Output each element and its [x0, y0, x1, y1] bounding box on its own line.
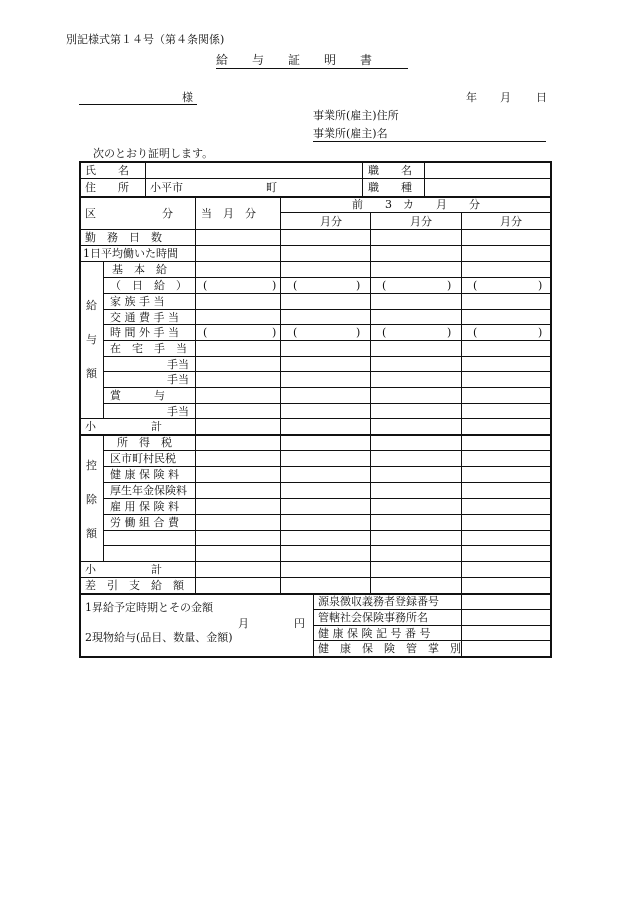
intro-text: 次のとおり証明します。 — [93, 147, 214, 160]
date-day: 日 — [536, 91, 547, 104]
salary-group-char-2: 与 — [86, 333, 97, 346]
job-type-label: 職 種 — [368, 181, 412, 194]
deduction-union-fee: 労 働 組 合 費 — [110, 516, 179, 529]
job-type-field[interactable] — [425, 179, 550, 195]
addressee-suffix: 様 — [182, 91, 193, 104]
salary-item-transport: 交 通 費 手 当 — [110, 311, 179, 324]
deduction-group-char-2: 除 — [86, 493, 97, 506]
address-label: 住 所 — [85, 181, 129, 194]
avg-hours-label: 1日平均働いた時間 — [83, 247, 178, 260]
withholding-reg-no-field[interactable] — [462, 594, 550, 609]
document-title: 給 与 証 明 書 — [216, 53, 373, 67]
raise-yen-unit: 円 — [294, 617, 305, 630]
salary-item-allowance-a: 手当 — [167, 358, 189, 371]
work-days-label: 勤 務 日 数 — [85, 231, 162, 244]
social-insurance-office-field[interactable] — [462, 610, 550, 625]
job-title-label: 職 名 — [368, 164, 412, 177]
salary-item-bonus: 賞 与 — [110, 389, 165, 402]
salary-item-overtime: 時 間 外 手 当 — [110, 326, 179, 339]
employer-address-label: 事業所(雇主)住所 — [313, 109, 399, 122]
social-insurance-office-label: 管轄社会保険事務所名 — [318, 611, 428, 624]
deduction-group-char-1: 控 — [86, 459, 97, 472]
salary-item-family: 家 族 手 当 — [110, 295, 165, 308]
salary-item-basic: 基 本 給 — [112, 263, 167, 276]
deduction-pension: 厚生年金保険料 — [110, 484, 187, 497]
salary-group-char-1: 給 — [86, 299, 97, 312]
employer-name-label: 事業所(雇主)名 — [313, 127, 388, 140]
salary-item-allowance-c: 手当 — [167, 405, 189, 418]
health-insurance-type-label: 健 康 保 険 管 掌 別 — [318, 642, 461, 655]
deduction-health-insurance: 健 康 保 険 料 — [110, 468, 179, 481]
name-label: 氏 名 — [85, 164, 129, 177]
net-pay-label: 差 引 支 給 額 — [85, 579, 184, 592]
salary-item-allowance-b: 手当 — [167, 373, 189, 386]
health-insurance-symbol-field[interactable] — [462, 626, 550, 640]
raise-schedule-label: 1昇給予定時期とその金額 — [85, 601, 213, 614]
health-insurance-type-field[interactable] — [462, 641, 550, 656]
deduction-subtotal-label: 小 計 — [85, 563, 162, 576]
address-town: 町 — [266, 181, 277, 194]
in-kind-label: 2現物給与(品目、数量、金額) — [85, 631, 233, 644]
salary-item-daily: （ 日 給 ） — [110, 279, 187, 292]
addressee-line[interactable] — [79, 104, 197, 105]
health-insurance-symbol-label: 健 康 保 険 記 号 番 号 — [318, 627, 431, 640]
month-column-1: 月分 — [320, 215, 342, 228]
salary-group-char-3: 額 — [86, 367, 97, 380]
current-month-header: 当 月 分 — [201, 207, 256, 220]
employer-name-line[interactable] — [313, 141, 546, 142]
month-column-2: 月分 — [410, 215, 432, 228]
name-field[interactable] — [146, 162, 361, 178]
month-column-3: 月分 — [500, 215, 522, 228]
deduction-group-char-3: 額 — [86, 527, 97, 540]
date-month: 月 — [500, 91, 511, 104]
title-underline — [216, 68, 408, 69]
job-title-field[interactable] — [425, 162, 550, 178]
salary-item-remote: 在 宅 手 当 — [110, 342, 187, 355]
withholding-reg-no-label: 源泉徴収義務者登録番号 — [318, 595, 439, 608]
form-reference: 別記様式第１４号（第４条関係) — [66, 33, 225, 46]
previous-months-header: 前 3 カ 月 分 — [352, 198, 480, 211]
category-header: 区 分 — [85, 207, 173, 220]
salary-subtotal-label: 小 計 — [85, 420, 162, 433]
date-year: 年 — [466, 91, 477, 104]
raise-month-unit: 月 — [238, 617, 249, 630]
deduction-resident-tax: 区市町村民税 — [110, 452, 176, 465]
deduction-income-tax: 所 得 税 — [117, 436, 172, 449]
deduction-employment-insurance: 雇 用 保 険 料 — [110, 500, 179, 513]
address-city: 小平市 — [150, 181, 183, 194]
